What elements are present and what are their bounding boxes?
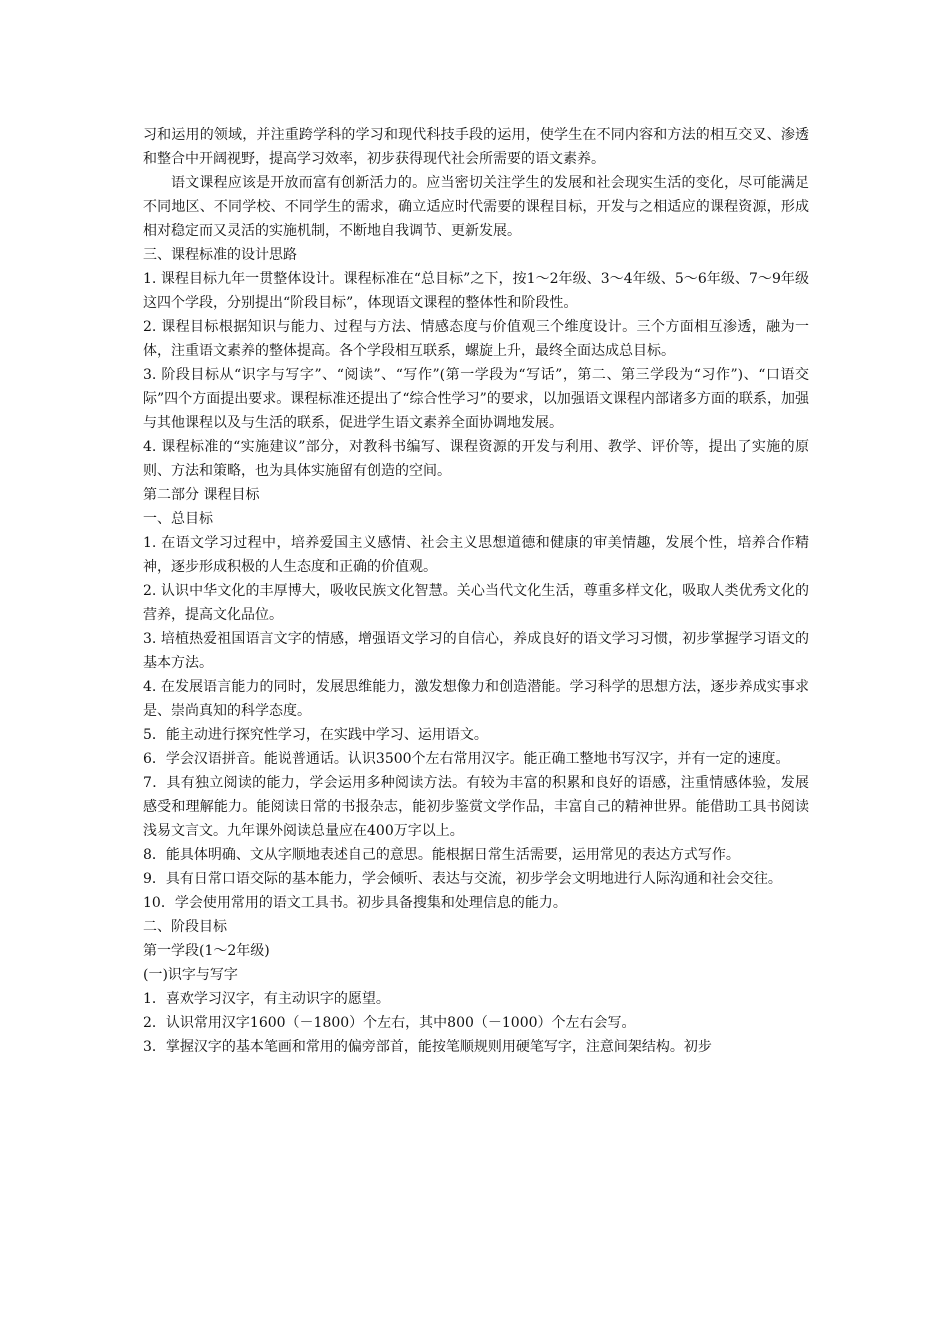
subsection-heading-stage-1: 第一学段(1～2年级)	[143, 943, 270, 959]
subsection-heading-literacy: (一)识字与写字	[143, 967, 238, 983]
section-heading-design-ideas: 三、课程标准的设计思路	[143, 247, 297, 263]
list-item-goal-3: 3. 培植热爱祖国语言文字的情感，增强语文学习的自信心，养成良好的语文学习习惯，初步掌握学习语文的基本方法。	[143, 631, 809, 671]
list-item-design-1: 1. 课程目标九年一贯整体设计。课程标准在“总目标”之下，按1～2年级、3～4年级、5～6年级、7～9年级这四个学段，分别提出“阶段目标”，体现语文课程的整体性和阶段性。	[143, 271, 809, 311]
list-item-goal-8: 8．能具体明确、文从字顺地表述自己的意思。能根据日常生活需要，运用常见的表达方式写作。	[143, 847, 740, 863]
list-item-design-3: 3. 阶段目标从“识字与写字”、“阅读”、“写作”(第一学段为“写话”，第二、第三学段为“习作”)、“口语交际”四个方面提出要求。课程标准还提出了“综合性学习”的要求，以加强语文课程内部诸多方面的联系，加强与其他课程以及与生活的联系，促进学生语文素养全面协调地发展。	[143, 367, 809, 431]
list-item-goal-4: 4. 在发展语言能力的同时，发展思维能力，激发想像力和创造潜能。学习科学的思想方法，逐步养成实事求是、崇尚真知的科学态度。	[143, 679, 809, 719]
list-item-design-4: 4. 课程标准的“实施建议”部分，对教科书编写、课程资源的开发与利用、教学、评价等，提出了实施的原则、方法和策略，也为具体实施留有创造的空间。	[143, 439, 809, 479]
list-item-goal-2: 2. 认识中华文化的丰厚博大，吸收民族文化智慧。关心当代文化生活，尊重多样文化，吸取人类优秀文化的营养，提高文化品位。	[143, 583, 809, 623]
list-item-literacy-3: 3．掌握汉字的基本笔画和常用的偏旁部首，能按笔顺规则用硬笔写字，注意间架结构。初步	[143, 1039, 712, 1055]
list-item-design-2: 2. 课程目标根据知识与能力、过程与方法、情感态度与价值观三个维度设计。三个方面相互渗透，融为一体，注重语文素养的整体提高。各个学段相互联系，螺旋上升，最终全面达成总目标。	[143, 319, 809, 359]
list-item-goal-10: 10．学会使用常用的语文工具书。初步具备搜集和处理信息的能力。	[143, 895, 567, 911]
paragraph-open-curriculum: 语文课程应该是开放而富有创新活力的。应当密切关注学生的发展和社会现实生活的变化，尽可能满足不同地区、不同学校、不同学生的需求，确立适应时代需要的课程目标，开发与之相适应的课程资源，形成相对稳定而又灵活的实施机制，不断地自我调节、更新发展。	[143, 175, 809, 239]
document-page	[143, 123, 809, 1059]
list-item-literacy-2: 2．认识常用汉字1600（－1800）个左右，其中800（－1000）个左右会写。	[143, 1015, 636, 1031]
list-item-goal-1: 1. 在语文学习过程中，培养爱国主义感情、社会主义思想道德和健康的审美情趣，发展个性，培养合作精神，逐步形成积极的人生态度和正确的价值观。	[143, 535, 809, 575]
list-item-literacy-1: 1．喜欢学习汉字，有主动识字的愿望。	[143, 991, 390, 1007]
part-heading-goals: 第二部分 课程目标	[143, 487, 260, 503]
list-item-goal-9: 9．具有日常口语交际的基本能力，学会倾听、表达与交流，初步学会文明地进行人际沟通和社会交往。	[143, 871, 782, 887]
section-heading-overall-goals: 一、总目标	[143, 511, 213, 527]
list-item-goal-7: 7．具有独立阅读的能力，学会运用多种阅读方法。有较为丰富的积累和良好的语感，注重情感体验，发展感受和理解能力。能阅读日常的书报杂志，能初步鉴赏文学作品，丰富自己的精神世界。能借助工具书阅读浅易文言文。九年课外阅读总量应在400万字以上。	[143, 775, 809, 839]
list-item-goal-6: 6．学会汉语拼音。能说普通话。认识3500个左右常用汉字。能正确工整地书写汉字，并有一定的速度。	[143, 751, 790, 767]
paragraph-continuation: 习和运用的领域，并注重跨学科的学习和现代科技手段的运用，使学生在不同内容和方法的相互交叉、渗透和整合中开阔视野，提高学习效率，初步获得现代社会所需要的语文素养。	[143, 127, 809, 167]
list-item-goal-5: 5．能主动进行探究性学习，在实践中学习、运用语文。	[143, 727, 488, 743]
section-heading-stage-goals: 二、阶段目标	[143, 919, 227, 935]
